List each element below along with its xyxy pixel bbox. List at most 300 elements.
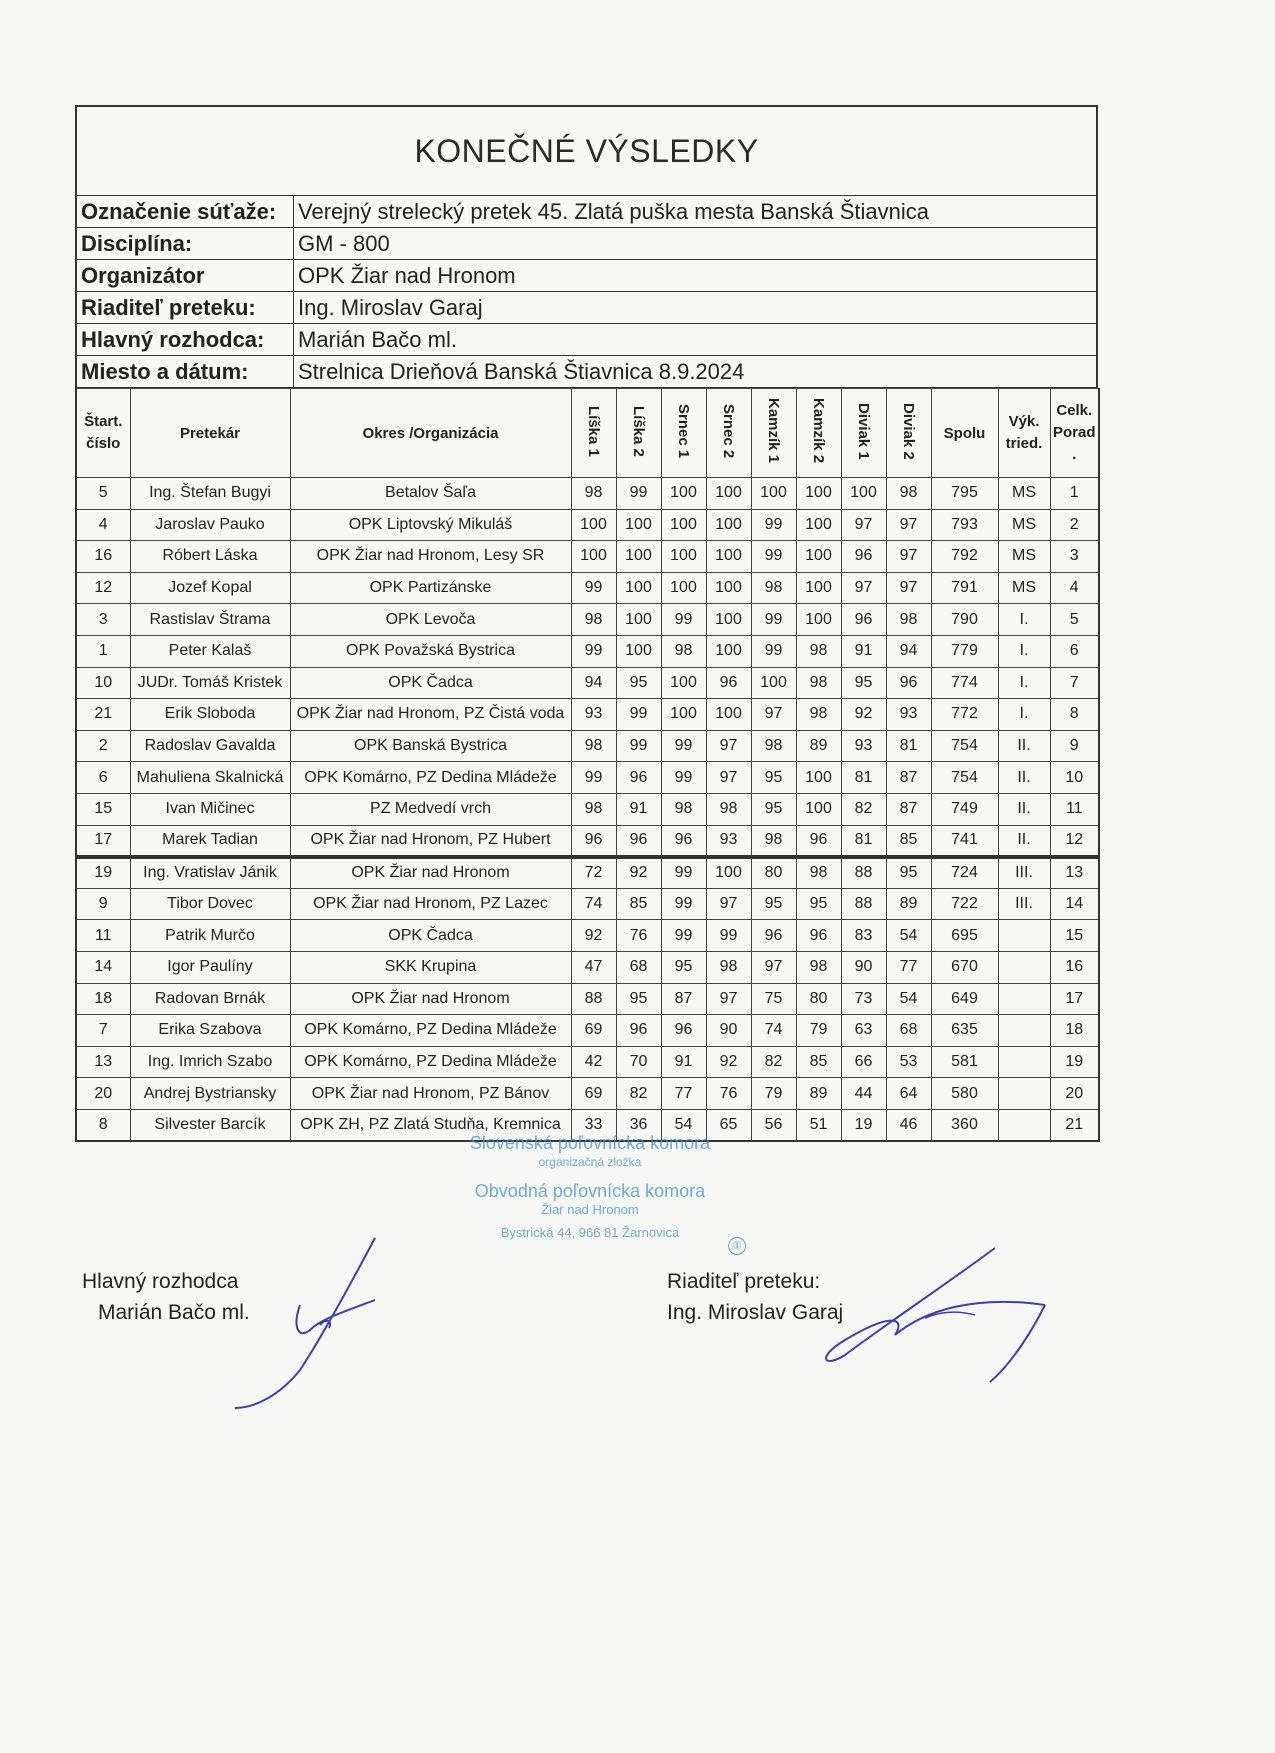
score-cell: 100 [616,604,661,636]
score-cell: 77 [661,1078,706,1110]
info-value: Ing. Miroslav Garaj [298,295,483,320]
score-cell: 80 [796,983,841,1015]
table-row [76,888,1099,920]
score-cell: 98 [661,635,706,667]
organization-cell: PZ Medvedí vrch [290,793,571,825]
score-cell: 97 [751,699,796,731]
score-cell: 54 [886,920,931,952]
score-cell: 98 [886,478,931,510]
start-number-cell: 16 [76,541,130,573]
score-cell: 36 [616,1109,661,1141]
total-cell: 779 [931,635,998,667]
class-cell [998,951,1050,983]
score-cell: 99 [661,730,706,762]
score-cell: 97 [706,762,751,794]
competitor-cell: JUDr. Tomáš Kristek [130,667,290,699]
organization-cell: OPK Komárno, PZ Dedina Mládeže [290,762,571,794]
score-cell: 65 [706,1109,751,1141]
table-row [76,762,1099,794]
score-cell: 97 [841,509,886,541]
info-row [75,260,1098,292]
col-diviak-2: Diviak 2 [886,389,931,478]
score-cell: 98 [886,604,931,636]
start-number-cell: 21 [76,699,130,731]
score-cell: 81 [841,825,886,857]
score-cell: 75 [751,983,796,1015]
rank-cell: 15 [1050,920,1099,952]
table-row [76,857,1099,889]
score-cell: 89 [796,1078,841,1110]
table-row [76,951,1099,983]
rank-cell: 10 [1050,762,1099,794]
score-cell: 87 [886,793,931,825]
info-label: Riaditeľ preteku: [77,292,294,323]
col-total: Spolu [931,389,998,478]
score-cell: 94 [571,667,616,699]
total-cell: 670 [931,951,998,983]
organization-cell: OPK Žiar nad Hronom, PZ Čistá voda [290,699,571,731]
score-cell: 99 [571,572,616,604]
rank-cell: 19 [1050,1046,1099,1078]
info-label: Disciplína: [77,228,294,259]
info-row [75,292,1098,324]
total-cell: 793 [931,509,998,541]
competitor-cell: Marek Tadian [130,825,290,857]
start-number-cell: 19 [76,857,130,889]
organization-cell: OPK Levoča [290,604,571,636]
score-cell: 72 [571,857,616,889]
organization-cell: OPK Žiar nad Hronom [290,857,571,889]
document-title: KONEČNÉ VÝSLEDKY [75,105,1098,196]
rank-cell: 1 [1050,478,1099,510]
organization-cell: OPK Čadca [290,920,571,952]
score-cell: 47 [571,951,616,983]
score-cell: 100 [616,572,661,604]
score-cell: 100 [616,509,661,541]
score-cell: 81 [886,730,931,762]
score-cell: 88 [571,983,616,1015]
score-cell: 68 [886,1015,931,1047]
score-cell: 98 [661,793,706,825]
organization-cell: OPK Banská Bystrica [290,730,571,762]
table-row [76,572,1099,604]
col-srnec-1: Srnec 1 [661,389,706,478]
total-cell: 360 [931,1109,998,1141]
total-cell: 695 [931,920,998,952]
score-cell: 42 [571,1046,616,1078]
info-value: OPK Žiar nad Hronom [298,263,516,288]
rank-cell: 11 [1050,793,1099,825]
score-cell: 82 [751,1046,796,1078]
start-number-cell: 6 [76,762,130,794]
class-cell: MS [998,541,1050,573]
score-cell: 88 [841,888,886,920]
score-cell: 98 [571,604,616,636]
score-cell: 100 [796,604,841,636]
info-value: Verejný strelecký pretek 45. Zlatá puška mesta Banská Štiavnica [298,199,929,224]
score-cell: 98 [796,635,841,667]
class-cell: II. [998,793,1050,825]
competitor-cell: Radovan Brnák [130,983,290,1015]
rank-cell: 5 [1050,604,1099,636]
table-row [76,635,1099,667]
competitor-cell: Ing. Vratislav Jánik [130,857,290,889]
total-cell: 754 [931,730,998,762]
score-cell: 98 [571,730,616,762]
score-cell: 91 [841,635,886,667]
stamp-number-mark: ① [728,1237,746,1255]
start-number-cell: 3 [76,604,130,636]
score-cell: 100 [751,667,796,699]
info-label: Miesto a dátum: [77,356,294,387]
class-cell: II. [998,825,1050,857]
info-value: GM - 800 [298,231,390,256]
competitor-cell: Peter Kalaš [130,635,290,667]
score-cell: 97 [886,509,931,541]
competitor-cell: Jozef Kopal [130,572,290,604]
score-cell: 100 [706,604,751,636]
table-row [76,1015,1099,1047]
col-name: Pretekár [130,389,290,478]
score-cell: 82 [616,1078,661,1110]
organization-cell: OPK Komárno, PZ Dedina Mládeže [290,1015,571,1047]
class-cell: II. [998,762,1050,794]
competitor-cell: Jaroslav Pauko [130,509,290,541]
score-cell: 82 [841,793,886,825]
race-director-role: Riaditeľ preteku: [667,1270,821,1293]
rank-cell: 2 [1050,509,1099,541]
rank-cell: 17 [1050,983,1099,1015]
info-label: Hlavný rozhodca: [77,324,294,355]
score-cell: 95 [886,857,931,889]
start-number-cell: 2 [76,730,130,762]
start-number-cell: 11 [76,920,130,952]
competitor-cell: Erika Szabova [130,1015,290,1047]
total-cell: 791 [931,572,998,604]
competitor-cell: Ing. Imrich Szabo [130,1046,290,1078]
score-cell: 90 [706,1015,751,1047]
total-cell: 724 [931,857,998,889]
info-row [75,196,1098,228]
score-cell: 46 [886,1109,931,1141]
score-cell: 100 [661,699,706,731]
competitor-cell: Erik Sloboda [130,699,290,731]
score-cell: 89 [796,730,841,762]
score-cell: 100 [706,635,751,667]
class-cell: I. [998,667,1050,699]
col-liska-2: Líška 2 [616,389,661,478]
total-cell: 649 [931,983,998,1015]
score-cell: 96 [796,825,841,857]
competitor-cell: Igor Paulíny [130,951,290,983]
score-cell: 100 [616,635,661,667]
competitor-cell: Andrej Bystriansky [130,1078,290,1110]
score-cell: 64 [886,1078,931,1110]
score-cell: 100 [796,793,841,825]
score-cell: 98 [706,793,751,825]
score-cell: 93 [571,699,616,731]
score-cell: 93 [886,699,931,731]
score-cell: 95 [751,793,796,825]
rank-cell: 4 [1050,572,1099,604]
organization-cell: OPK Žiar nad Hronom, PZ Hubert [290,825,571,857]
rank-cell: 8 [1050,699,1099,731]
organization-cell: OPK Žiar nad Hronom, PZ Lazec [290,888,571,920]
competitor-cell: Silvester Barcík [130,1109,290,1141]
score-cell: 79 [751,1078,796,1110]
score-cell: 99 [751,604,796,636]
score-cell: 70 [616,1046,661,1078]
competitor-cell: Mahuliena Skalnická [130,762,290,794]
organization-cell: OPK Čadca [290,667,571,699]
info-label: Organizátor [77,260,294,291]
score-cell: 91 [616,793,661,825]
total-cell: 741 [931,825,998,857]
score-cell: 100 [571,509,616,541]
table-row [76,730,1099,762]
score-cell: 74 [751,1015,796,1047]
score-cell: 91 [661,1046,706,1078]
score-cell: 100 [796,478,841,510]
score-cell: 56 [751,1109,796,1141]
score-cell: 97 [841,572,886,604]
col-start: Štart. číslo [76,389,130,478]
score-cell: 96 [751,920,796,952]
score-cell: 97 [706,888,751,920]
class-cell: I. [998,604,1050,636]
score-cell: 79 [796,1015,841,1047]
score-cell: 97 [706,983,751,1015]
score-cell: 95 [616,667,661,699]
score-cell: 100 [841,478,886,510]
start-number-cell: 20 [76,1078,130,1110]
total-cell: 635 [931,1015,998,1047]
score-cell: 96 [796,920,841,952]
start-number-cell: 17 [76,825,130,857]
competitor-cell: Ing. Štefan Bugyi [130,478,290,510]
col-diviak-1: Diviak 1 [841,389,886,478]
table-row [76,983,1099,1015]
class-cell: I. [998,699,1050,731]
score-cell: 81 [841,762,886,794]
rank-cell: 6 [1050,635,1099,667]
total-cell: 792 [931,541,998,573]
race-director-handwritten-signature [805,1240,1055,1400]
organization-cell: OPK Žiar nad Hronom, Lesy SR [290,541,571,573]
score-cell: 54 [886,983,931,1015]
organization-cell: OPK ZH, PZ Zlatá Studňa, Kremnica [290,1109,571,1141]
col-rank: Celk. Porad . [1050,389,1099,478]
score-cell: 100 [706,572,751,604]
class-cell [998,1015,1050,1047]
info-value: Strelnica Drieňová Banská Štiavnica 8.9.2024 [298,359,745,384]
score-cell: 92 [571,920,616,952]
results-table [75,388,1100,1142]
score-cell: 98 [571,478,616,510]
score-cell: 93 [706,825,751,857]
table-row [76,1046,1099,1078]
total-cell: 790 [931,604,998,636]
score-cell: 96 [841,604,886,636]
score-cell: 44 [841,1078,886,1110]
score-cell: 98 [751,825,796,857]
score-cell: 100 [616,541,661,573]
score-cell: 80 [751,857,796,889]
class-cell [998,1078,1050,1110]
col-srnec-2: Srnec 2 [706,389,751,478]
score-cell: 100 [706,509,751,541]
competitor-cell: Rastislav Štrama [130,604,290,636]
start-number-cell: 14 [76,951,130,983]
score-cell: 77 [886,951,931,983]
competition-info [75,196,1098,388]
score-cell: 97 [886,541,931,573]
class-cell: MS [998,572,1050,604]
score-cell: 74 [571,888,616,920]
rank-cell: 16 [1050,951,1099,983]
class-cell: I. [998,635,1050,667]
score-cell: 100 [706,699,751,731]
score-cell: 99 [661,888,706,920]
score-cell: 100 [661,667,706,699]
total-cell: 581 [931,1046,998,1078]
score-cell: 100 [661,509,706,541]
score-cell: 19 [841,1109,886,1141]
chief-referee-handwritten-signature [225,1230,395,1415]
score-cell: 66 [841,1046,886,1078]
score-cell: 99 [661,762,706,794]
organization-cell: OPK Žiar nad Hronom [290,983,571,1015]
score-cell: 100 [796,762,841,794]
score-cell: 85 [796,1046,841,1078]
score-cell: 100 [571,541,616,573]
score-cell: 99 [661,857,706,889]
table-row [76,478,1099,510]
score-cell: 96 [571,825,616,857]
class-cell: MS [998,509,1050,541]
col-class: Výk. tried. [998,389,1050,478]
score-cell: 96 [661,825,706,857]
score-cell: 99 [571,762,616,794]
rank-cell: 14 [1050,888,1099,920]
score-cell: 98 [706,951,751,983]
score-cell: 95 [661,951,706,983]
table-row [76,509,1099,541]
score-cell: 100 [796,572,841,604]
score-cell: 98 [751,572,796,604]
score-cell: 89 [886,888,931,920]
rank-cell: 12 [1050,825,1099,857]
score-cell: 99 [661,920,706,952]
rank-cell: 3 [1050,541,1099,573]
score-cell: 33 [571,1109,616,1141]
score-cell: 96 [886,667,931,699]
start-number-cell: 13 [76,1046,130,1078]
rank-cell: 18 [1050,1015,1099,1047]
score-cell: 95 [841,667,886,699]
info-value: Marián Bačo ml. [298,327,457,352]
score-cell: 88 [841,857,886,889]
score-cell: 99 [751,635,796,667]
competitor-cell: Tibor Dovec [130,888,290,920]
total-cell: 722 [931,888,998,920]
class-cell: III. [998,857,1050,889]
score-cell: 98 [796,699,841,731]
col-org: Okres /Organizácia [290,389,571,478]
score-cell: 100 [661,572,706,604]
total-cell: 749 [931,793,998,825]
score-cell: 96 [661,1015,706,1047]
score-cell: 96 [616,1015,661,1047]
organization-cell: OPK Partizánske [290,572,571,604]
score-cell: 98 [796,951,841,983]
start-number-cell: 15 [76,793,130,825]
score-cell: 97 [886,572,931,604]
table-row [76,1078,1099,1110]
start-number-cell: 12 [76,572,130,604]
score-cell: 95 [751,888,796,920]
score-cell: 98 [796,667,841,699]
start-number-cell: 9 [76,888,130,920]
score-cell: 92 [616,857,661,889]
score-cell: 98 [796,857,841,889]
table-row [76,793,1099,825]
competitor-cell: Patrik Murčo [130,920,290,952]
score-cell: 69 [571,1078,616,1110]
class-cell: III. [998,888,1050,920]
score-cell: 93 [841,730,886,762]
class-cell [998,1046,1050,1078]
score-cell: 99 [616,478,661,510]
score-cell: 68 [616,951,661,983]
score-cell: 51 [796,1109,841,1141]
table-row [76,667,1099,699]
score-cell: 97 [751,951,796,983]
table-header-row [76,389,1099,478]
score-cell: 63 [841,1015,886,1047]
score-cell: 100 [706,541,751,573]
score-cell: 76 [706,1078,751,1110]
score-cell: 99 [751,541,796,573]
score-cell: 53 [886,1046,931,1078]
score-cell: 100 [706,478,751,510]
table-row [76,920,1099,952]
score-cell: 96 [616,825,661,857]
info-row [75,324,1098,356]
race-director-name: Ing. Miroslav Garaj [667,1301,844,1324]
col-kamzik-1: Kamzík 1 [751,389,796,478]
rank-cell: 7 [1050,667,1099,699]
rank-cell: 20 [1050,1078,1099,1110]
start-number-cell: 7 [76,1015,130,1047]
score-cell: 95 [796,888,841,920]
organization-cell: SKK Krupina [290,951,571,983]
table-row [76,541,1099,573]
score-cell: 100 [661,541,706,573]
rank-cell: 21 [1050,1109,1099,1141]
col-liska-1: Líška 1 [571,389,616,478]
start-number-cell: 10 [76,667,130,699]
class-cell [998,920,1050,952]
score-cell: 92 [841,699,886,731]
score-cell: 96 [616,762,661,794]
score-cell: 99 [616,730,661,762]
score-cell: 99 [661,604,706,636]
score-cell: 100 [706,857,751,889]
class-cell [998,983,1050,1015]
table-row [76,825,1099,857]
score-cell: 98 [751,730,796,762]
